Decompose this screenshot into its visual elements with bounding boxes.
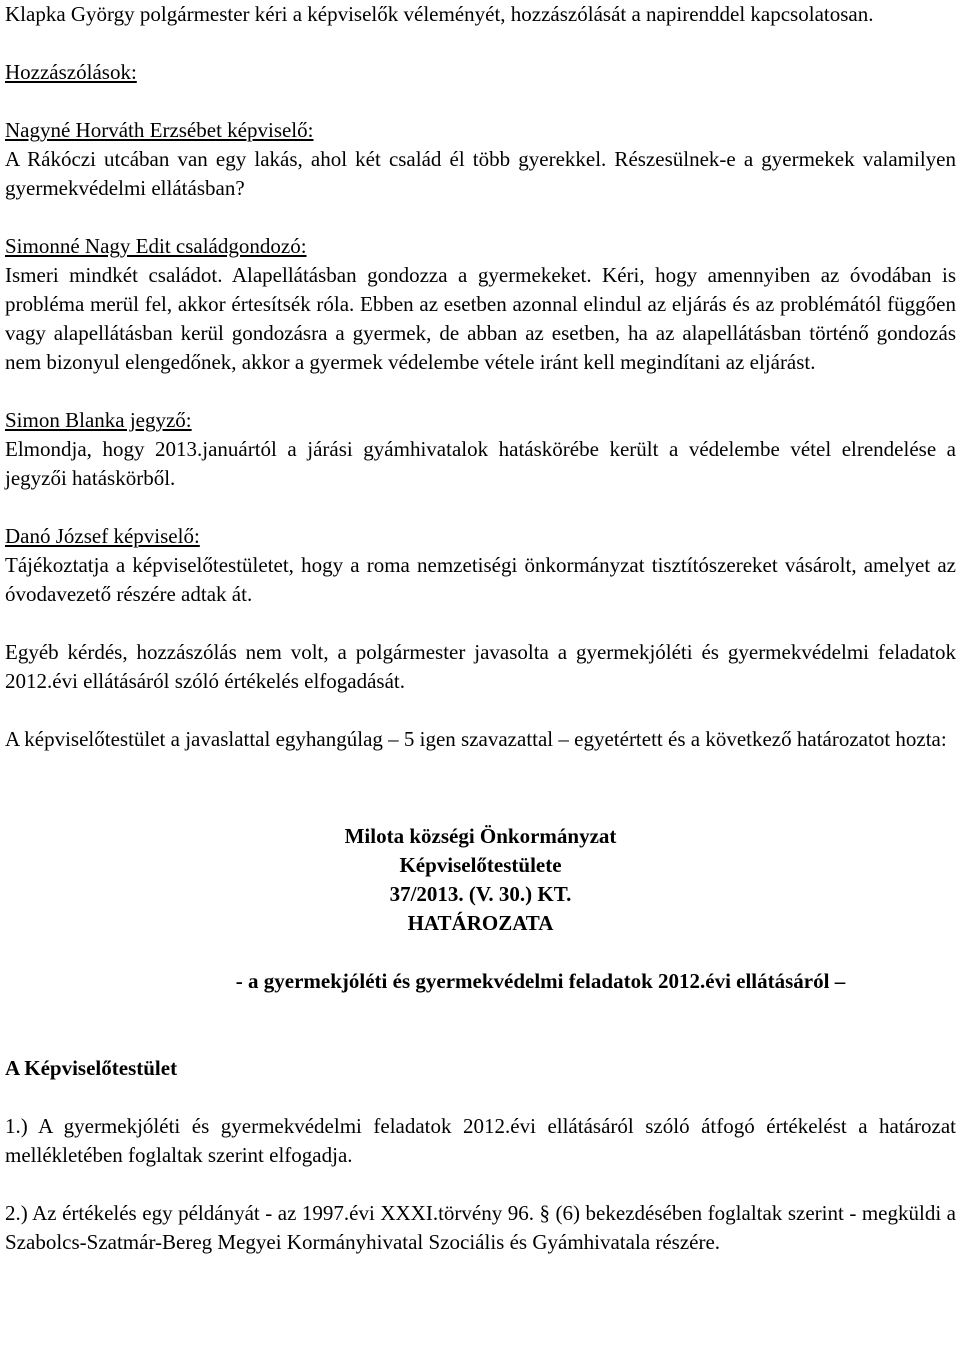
resolution-number: 37/2013. (V. 30.) KT. [389,882,572,906]
speaker-text: Ismeri mindkét családot. Alapellátásban gondozza a gyermekeket. Kéri, hogy amennyiben az óvodában is probléma merül fel, akkor értesítsék róla. Ebben az esetben azonnal elindul az eljárás és az problémától függően vagy alapellátásban kerül gondozásra a gyermek, de abban az esetben, ha az alapellátásban történő gondozás nem bizonyul elengedőnek, akkor a gyermek védelembe vétele iránt kell megindítani az eljárást. [5,263,956,374]
resolution-subject: - a gyermekjóléti és gyermekvédelmi feladatok 2012.évi ellátásáról – [235,969,846,993]
speaker-name: Danó József képviselő: [5,524,200,548]
document-page [5,0,956,1257]
resolution-point: 1.) A gyermekjóléti és gyermekvédelmi feladatok 2012.évi ellátásáról szóló átfogó értékelést a határozat mellékletében foglaltak szerint elfogadja. [5,1114,956,1167]
resolution-issuer: Milota községi Önkormányzat [344,824,617,848]
speaker-text: Elmondja, hogy 2013.januártól a járási gyámhivatalok hatáskörébe került a védelembe vétel elrendelése a jegyzői hatáskörből. [5,437,956,490]
speaker-text: A Rákóczi utcában van egy lakás, ahol két család él több gyerekkel. Részesülnek-e a gyermekek valamilyen gyermekvédelmi ellátásban? [5,147,956,200]
intro-paragraph: Klapka György polgármester kéri a képviselők véleményét, hozzászólását a napirenddel kapcsolatosan. [5,2,874,26]
resolution-point: 2.) Az értékelés egy példányát - az 1997.évi XXXI.törvény 96. § (6) bekezdésében foglaltak szerint - megküldi a Szabolcs-Szatmár-Bereg Megyei Kormányhivatal Szociális és Gyámhivatala részére. [5,1201,956,1254]
vote-paragraph: A képviselőtestület a javaslattal egyhangúlag – 5 igen szavazattal – egyetértett és a következő határozatot hozta: [5,727,947,751]
resolution-body: Képviselőtestülete [399,853,562,877]
speaker-name: Simon Blanka jegyző: [5,408,192,432]
speaker-name: Nagyné Horváth Erzsébet képviselő: [5,118,314,142]
body-heading: A Képviselőtestület [5,1056,178,1080]
speaker-name: Simonné Nagy Edit családgondozó: [5,234,307,258]
comments-heading: Hozzászólások: [5,60,137,84]
other-paragraph: Egyéb kérdés, hozzászólás nem volt, a polgármester javasolta a gyermekjóléti és gyermekvédelmi feladatok 2012.évi ellátásáról szóló értékelés elfogadását. [5,640,956,693]
speaker-text: Tájékoztatja a képviselőtestületet, hogy a roma nemzetiségi önkormányzat tisztítószereket vásárolt, amelyet az óvodavezető részére adtak át. [5,553,956,606]
resolution-title: HATÁROZATA [407,911,554,935]
